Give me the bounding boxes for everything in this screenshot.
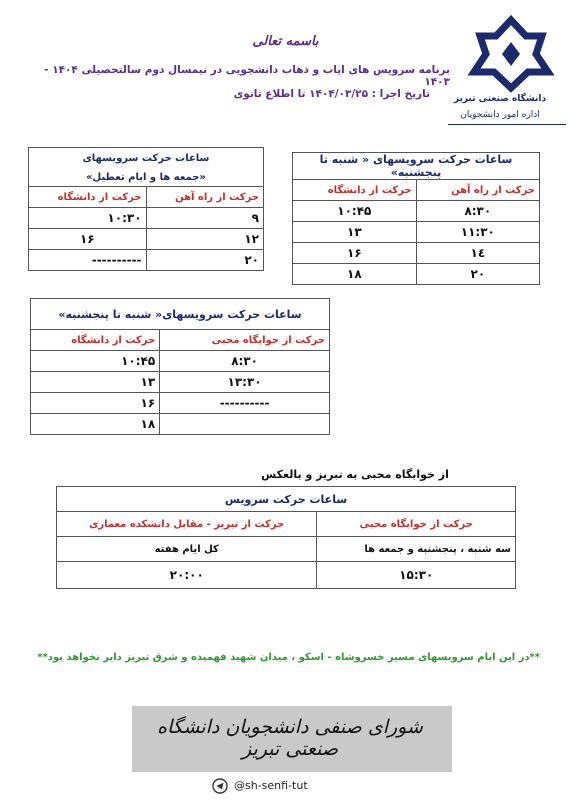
table-weekdays-railway — [292, 152, 540, 285]
logo-department: اداره امور دانشجویان — [460, 110, 540, 120]
table2-col-right: حرکت از راه آهن — [146, 187, 263, 208]
university-logo-icon — [466, 14, 556, 94]
table-cell: ۱۰:۴۵ — [293, 201, 417, 222]
telegram-handle: @sh-senfi-tut — [234, 779, 308, 792]
table-cell: ۱٤ — [416, 243, 539, 264]
table1-col-left: حرکت از دانشگاه — [293, 180, 417, 201]
table2-title: ساعات حرکت سرویسهای — [29, 148, 264, 169]
logo-divider — [448, 124, 566, 125]
table-cell: ۱۲ — [146, 229, 263, 250]
table1-col-right: حرکت از راه آهن — [416, 180, 539, 201]
table-cell: ۱۵:۳۰ — [317, 562, 516, 589]
table-cell: کل ایام هفته — [57, 537, 317, 562]
logo-university-name: دانشگاه صنعتی تبریز — [453, 94, 547, 104]
table-cell: ---------- — [29, 250, 147, 271]
besmellah: باسمه تعالی — [252, 34, 319, 49]
table2-col-left: حرکت از دانشگاه — [29, 187, 147, 208]
table-cell: ۱۳:۳۰ — [160, 372, 330, 393]
table-cell: ۱۰:۳۰ — [29, 208, 147, 229]
table-dormitory-tabriz — [56, 486, 516, 589]
table-cell: ۱۰:۴۵ — [31, 351, 160, 372]
table4-heading: از خوابگاه محبی به تبریز و بالعکس — [261, 468, 449, 481]
footer-banner-text: شورای صنفی دانشجویان دانشگاه صنعتی تبریز — [157, 716, 423, 760]
table-cell: ۲۰:۰۰ — [57, 562, 317, 589]
page-title: برنامه سرویس های ایاب و ذهاب دانشجویی در نیمسال دوم سالتحصیلی ۱۴۰۴ - ۱۴۰۳ — [44, 64, 450, 88]
table3-col-left: حرکت از دانشگاه — [31, 330, 160, 351]
table-cell: ۱۸ — [293, 264, 417, 285]
table4-col-left: حرکت از تبریز - مقابل دانشکده معماری — [57, 512, 317, 537]
table-weekdays-dormitory — [30, 298, 330, 435]
table4-col-right: حرکت از خوابگاه محبی — [317, 512, 516, 537]
table4-title: ساعات حرکت سرویس — [57, 487, 516, 512]
table-cell: ۱۳ — [293, 222, 417, 243]
table-holidays-railway — [28, 147, 264, 271]
table-cell: ۲۰ — [146, 250, 263, 271]
date-line: تاریخ اجرا : ۱۴۰۴/۰۳/۲۵ تا اطلاع ثانوی — [233, 88, 430, 100]
table-cell: ۱۱:۳۰ — [416, 222, 539, 243]
table1-title: ساعات حرکت سرویسهای « شنبه تا پنجشنبه» — [293, 153, 540, 180]
table-cell: ۸:۳۰ — [160, 351, 330, 372]
table-cell: ۱۶ — [293, 243, 417, 264]
table-cell: ۱۶ — [31, 393, 160, 414]
table-cell: ۱۳ — [31, 372, 160, 393]
table-cell: سه شنبه ، پنجشنبه و جمعه ها — [317, 537, 516, 562]
table-cell: ۱۸ — [31, 414, 160, 435]
table-cell: ۲۰ — [416, 264, 539, 285]
notice-text: **در این ایام سرویسهای مسیر خسروشاه - اسکو ، میدان شهید فهمیده و شرق تبریز دایر نخواهد بود** — [37, 652, 540, 663]
table2-subtitle: «جمعه ها و ایام تعطیل» — [29, 168, 264, 187]
table3-col-right: حرکت از خوابگاه محبی — [160, 330, 330, 351]
table-cell: ۸:۳۰ — [416, 201, 539, 222]
table-cell — [160, 414, 330, 435]
table-cell: ۱۶ — [29, 229, 147, 250]
table3-title: ساعات حرکت سرویسهای« شنبه تا پنجشنبه» — [31, 299, 330, 330]
table-cell: ---------- — [160, 393, 330, 414]
table-cell: ۹ — [146, 208, 263, 229]
telegram-icon — [212, 778, 228, 794]
